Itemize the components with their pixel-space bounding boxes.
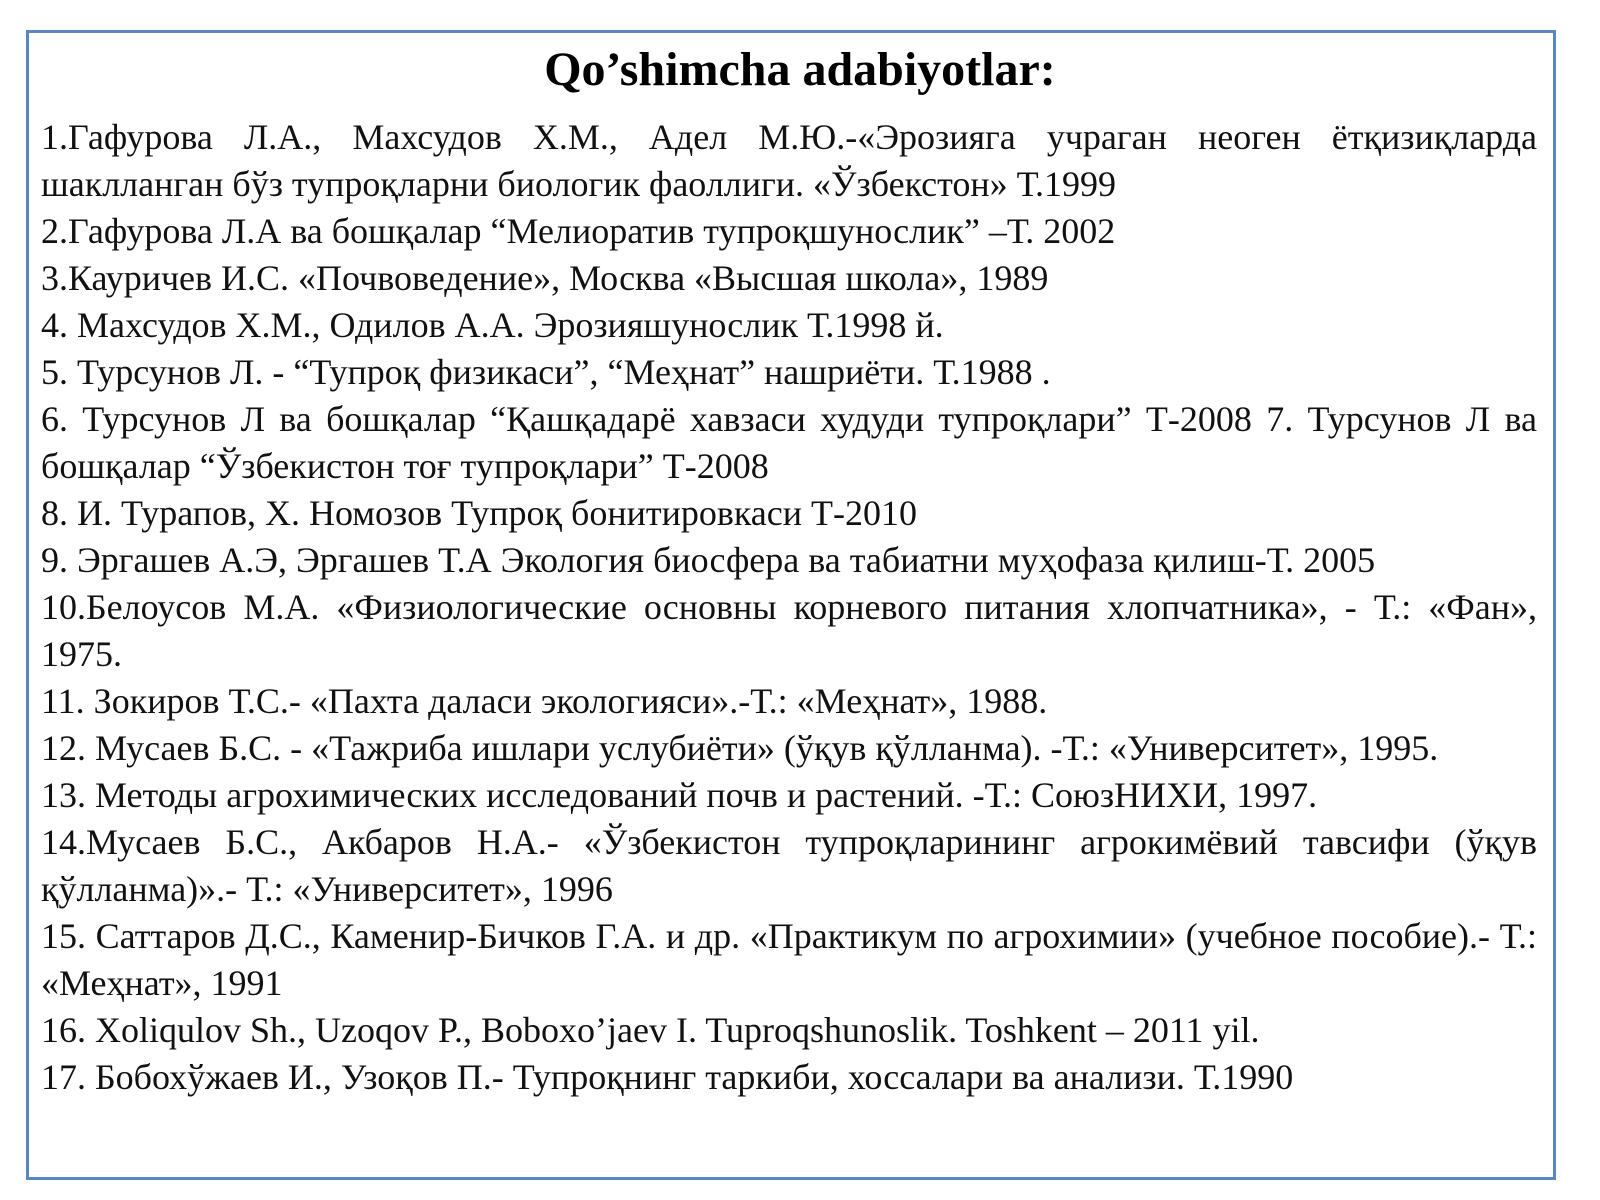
reference-item-5: 5. Турсунов Л. - “Тупроқ физикаси”, “Меҳнат” нашриёти. Т.1988 . bbox=[41, 352, 1051, 392]
reference-item-1: 1.Гафурова Л.А., Махсудов Х.М., Адел М.Ю.-«Эрозияга учраган неоген ётқизиқларда шаклланган бўз тупроқларни биологик фаоллиги. «Ўзбекстон» Т.1999 bbox=[41, 117, 1537, 204]
reference-item-13: 13. Методы агрохимических исследований почв и растений. -Т.: СоюзНИХИ, 1997. bbox=[41, 775, 1318, 815]
reference-item-11: 11. Зокиров Т.С.- «Пахта даласи экологияси».-Т.: «Меҳнат», 1988. bbox=[41, 681, 1048, 721]
reference-item-16: 16. Xoliqulov Sh., Uzoqov P., Boboxo’jaev I. Tuproqshunoslik. Toshkent – 2011 yil. bbox=[41, 1010, 1260, 1050]
reference-item-9: 9. Эргашев А.Э, Эргашев Т.А Экология биосфера ва табиатни муҳофаза қилиш-Т. 2005 bbox=[41, 540, 1376, 580]
reference-item-3: 3.Кауричев И.С. «Почвоведение», Москва «Высшая школа», 1989 bbox=[41, 258, 1049, 298]
reference-item-14: 14.Мусаев Б.С., Акбаров Н.А.- «Ўзбекистон тупроқларининг агрокимёвий тавсифи (ўқув қўлланма)».- Т.: «Университет», 1996 bbox=[41, 822, 1537, 909]
reference-item-15: 15. Саттаров Д.С., Каменир-Бичков Г.А. и др. «Практикум по агрохимии» (учебное пособие).- Т.: «Меҳнат», 1991 bbox=[41, 916, 1537, 1003]
page-title: Qo’shimcha adabiyotlar: bbox=[544, 43, 1056, 96]
reference-item-17: 17. Бобохўжаев И., Узоқов П.- Тупроқнинг таркиби, хоссалари ва анализи. Т.1990 bbox=[41, 1057, 1294, 1097]
reference-item-12: 12. Мусаев Б.С. - «Тажриба ишлари услубиёти» (ўқув қўлланма). -Т.: «Университет», 1995. bbox=[41, 728, 1439, 768]
reference-item-2: 2.Гафурова Л.А ва бошқалар “Мелиоратив тупроқшунослик” –Т. 2002 bbox=[41, 211, 1116, 251]
reference-item-10: 10.Белоусов М.А. «Физиологические основны корневого питания хлопчатника», - Т.: «Фан», 1975. bbox=[41, 587, 1537, 674]
references-list bbox=[41, 114, 1537, 1101]
reference-item-4: 4. Махсудов Х.М., Одилов А.А. Эрозияшунослик Т.1998 й. bbox=[41, 305, 944, 345]
reference-item-6-7: 6. Турсунов Л ва бошқалар “Қашқадарё хавзаси худуди тупроқлари” Т-2008 7. Турсунов Л ва бошқалар “Ўзбекистон тоғ тупроқлари” Т-2008 bbox=[41, 399, 1537, 486]
reference-item-8: 8. И. Турапов, Х. Номозов Тупроқ бонитировкаси Т-2010 bbox=[41, 493, 918, 533]
